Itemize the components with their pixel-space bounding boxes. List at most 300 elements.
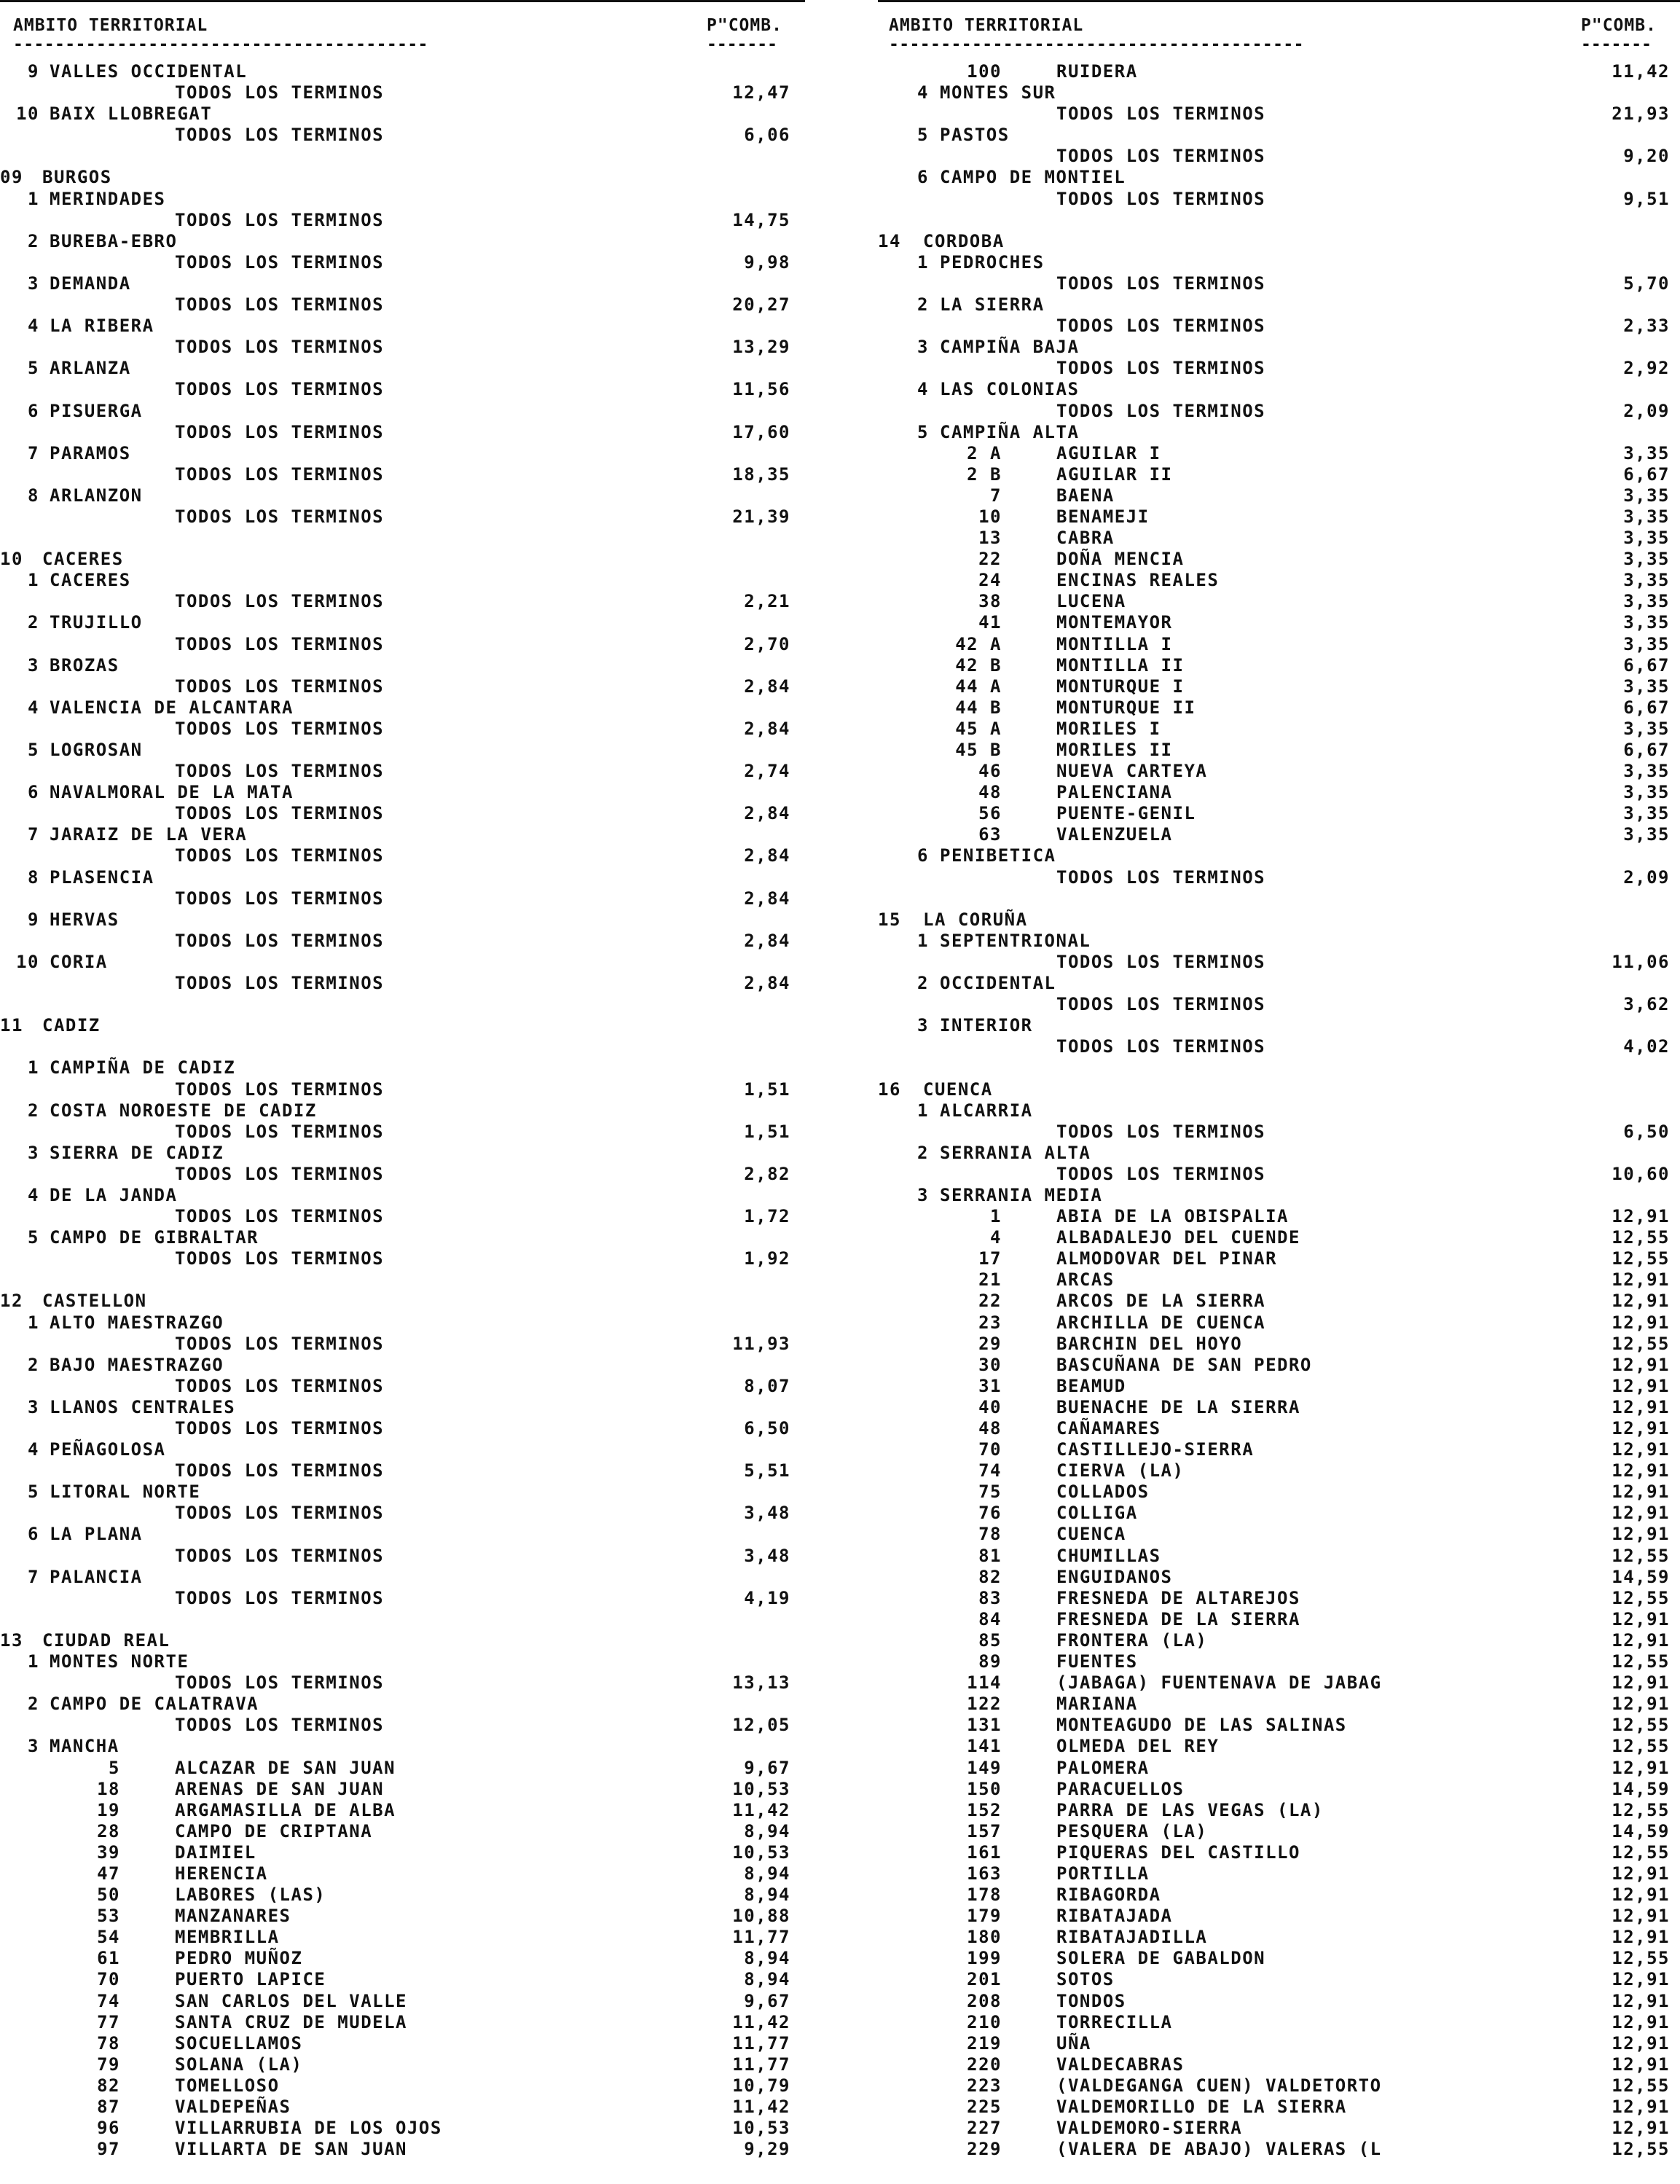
all-terms-row bbox=[0, 1460, 809, 1482]
municipality-row bbox=[871, 1376, 1680, 1397]
pcomb-value: 12,91 bbox=[1612, 1969, 1670, 1990]
municipality-row bbox=[871, 1609, 1680, 1630]
pcomb-value: 6,67 bbox=[1623, 463, 1670, 485]
pcomb-value: 12,55 bbox=[1612, 1545, 1670, 1566]
comarca-code: 3 bbox=[28, 1736, 39, 1757]
all-terms-label: TODOS LOS TERMINOS bbox=[1056, 1163, 1266, 1184]
municipality-row bbox=[871, 1863, 1680, 1884]
pcomb-value: 5,51 bbox=[744, 1460, 790, 1482]
municipality-row bbox=[0, 1842, 809, 1863]
all-terms-row bbox=[0, 1248, 809, 1269]
municipality-row bbox=[871, 1334, 1680, 1355]
municipality-code: 149 bbox=[967, 1757, 1002, 1778]
municipality-row bbox=[871, 697, 1680, 719]
comarca-code: 7 bbox=[28, 442, 39, 463]
all-terms-row bbox=[0, 1715, 809, 1736]
pcomb-value: 12,55 bbox=[1612, 1841, 1670, 1863]
municipality-name: SANTA CRUZ DE MUDELA bbox=[175, 2011, 407, 2032]
comarca-name: PLASENCIA bbox=[50, 866, 154, 888]
municipality-code: 2 B bbox=[967, 463, 1002, 485]
municipality-code: 22 bbox=[978, 1291, 1002, 1312]
comarca-row bbox=[871, 1185, 1680, 1206]
municipality-name: FRONTERA (LA) bbox=[1056, 1629, 1208, 1651]
pcomb-value: 3,48 bbox=[744, 1545, 790, 1566]
municipality-row bbox=[871, 1842, 1680, 1863]
municipality-row bbox=[0, 2139, 809, 2160]
comarca-row bbox=[871, 337, 1680, 358]
pcomb-value: 12,91 bbox=[1612, 1206, 1670, 1227]
pcomb-value: 6,67 bbox=[1623, 654, 1670, 676]
pcomb-value: 9,67 bbox=[744, 1757, 790, 1778]
all-terms-row bbox=[0, 761, 809, 782]
all-terms-label: TODOS LOS TERMINOS bbox=[175, 888, 385, 909]
all-terms-row bbox=[871, 1164, 1680, 1185]
municipality-name: BEAMUD bbox=[1056, 1375, 1126, 1396]
municipality-code: 40 bbox=[978, 1396, 1002, 1417]
municipality-code: 84 bbox=[978, 1608, 1002, 1629]
comarca-code: 4 bbox=[917, 379, 929, 400]
pcomb-value: 12,55 bbox=[1612, 1948, 1670, 1969]
comarca-code: 1 bbox=[28, 1651, 39, 1672]
comarca-row bbox=[0, 655, 809, 676]
pcomb-value: 11,56 bbox=[732, 379, 790, 400]
comarca-row bbox=[0, 103, 809, 125]
municipality-row bbox=[871, 443, 1680, 464]
all-terms-row bbox=[0, 803, 809, 824]
pcomb-value: 12,55 bbox=[1612, 2075, 1670, 2096]
pcomb-value: 14,75 bbox=[732, 209, 790, 230]
all-terms-row bbox=[0, 1672, 809, 1694]
comarca-code: 6 bbox=[917, 845, 929, 866]
spacer-row bbox=[871, 1057, 1680, 1079]
municipality-name: ARENAS DE SAN JUAN bbox=[175, 1778, 385, 1799]
comarca-code: 9 bbox=[28, 61, 39, 82]
municipality-row bbox=[871, 2097, 1680, 2118]
comarca-code: 2 bbox=[917, 973, 929, 994]
all-terms-label: TODOS LOS TERMINOS bbox=[175, 973, 385, 994]
all-terms-label: TODOS LOS TERMINOS bbox=[175, 1333, 385, 1354]
pcomb-value: 2,84 bbox=[744, 845, 790, 866]
all-terms-row bbox=[0, 337, 809, 358]
municipality-name: PESQUERA (LA) bbox=[1056, 1820, 1208, 1841]
municipality-code: 45 B bbox=[955, 740, 1002, 760]
all-terms-label: TODOS LOS TERMINOS bbox=[175, 294, 385, 316]
municipality-code: 141 bbox=[967, 1736, 1002, 1757]
municipality-code: 150 bbox=[967, 1778, 1002, 1799]
all-terms-row bbox=[0, 931, 809, 952]
pcomb-value: 3,35 bbox=[1623, 782, 1670, 803]
municipality-row bbox=[871, 1991, 1680, 2012]
municipality-name: ALCAZAR DE SAN JUAN bbox=[175, 1757, 396, 1778]
province-row bbox=[0, 167, 809, 188]
comarca-code: 1 bbox=[917, 251, 929, 273]
municipality-row bbox=[871, 740, 1680, 761]
comarca-name: TRUJILLO bbox=[50, 612, 143, 633]
all-terms-label: TODOS LOS TERMINOS bbox=[175, 463, 385, 485]
pcomb-value: 12,55 bbox=[1612, 1333, 1670, 1354]
pcomb-value: 3,35 bbox=[1623, 824, 1670, 845]
province-row bbox=[871, 1079, 1680, 1100]
municipality-code: 74 bbox=[97, 1990, 120, 2011]
comarca-name: LAS COLONIAS bbox=[940, 379, 1080, 400]
comarca-code: 2 bbox=[28, 1694, 39, 1715]
municipality-name: FRESNEDA DE ALTAREJOS bbox=[1056, 1587, 1300, 1608]
pcomb-value: 9,67 bbox=[744, 1990, 790, 2011]
municipality-code: 44 A bbox=[955, 676, 1002, 697]
top-rule bbox=[878, 0, 1680, 2]
municipality-code: 152 bbox=[967, 1799, 1002, 1820]
all-terms-label: TODOS LOS TERMINOS bbox=[175, 1079, 385, 1100]
comarca-name: CAMPO DE GIBRALTAR bbox=[50, 1227, 259, 1248]
all-terms-label: TODOS LOS TERMINOS bbox=[175, 1503, 385, 1524]
pcomb-value: 11,77 bbox=[732, 2032, 790, 2054]
pcomb-value: 14,59 bbox=[1612, 1778, 1670, 1799]
municipality-code: 50 bbox=[97, 1884, 120, 1906]
municipality-name: CUENCA bbox=[1056, 1524, 1126, 1545]
comarca-row bbox=[871, 379, 1680, 400]
municipality-code: 210 bbox=[967, 2011, 1002, 2032]
municipality-code: 53 bbox=[97, 1906, 120, 1927]
pcomb-value: 2,33 bbox=[1623, 316, 1670, 337]
comarca-code: 2 bbox=[917, 1142, 929, 1163]
pcomb-value: 11,77 bbox=[732, 1927, 790, 1948]
municipality-name: MONTILLA II bbox=[1056, 654, 1185, 676]
province-code: 14 bbox=[878, 230, 901, 251]
municipality-name: DOÑA MENCIA bbox=[1056, 549, 1185, 570]
comarca-name: VALENCIA DE ALCANTARA bbox=[50, 697, 294, 718]
comarca-row bbox=[0, 1397, 809, 1418]
comarca-name: LLANOS CENTRALES bbox=[50, 1396, 236, 1417]
municipality-row bbox=[871, 1779, 1680, 1800]
comarca-name: CAMPO DE CALATRAVA bbox=[50, 1694, 259, 1715]
spacer-row bbox=[0, 994, 809, 1015]
municipality-row bbox=[871, 1567, 1680, 1588]
municipality-name: MONTURQUE II bbox=[1056, 697, 1196, 718]
municipality-code: 201 bbox=[967, 1969, 1002, 1990]
municipality-name: LABORES (LAS) bbox=[175, 1884, 326, 1906]
municipality-name: CAÑAMARES bbox=[1056, 1418, 1161, 1439]
municipality-code: 1 bbox=[990, 1206, 1002, 1227]
municipality-row bbox=[871, 1948, 1680, 1969]
comarca-name: CAMPIÑA DE CADIZ bbox=[50, 1057, 236, 1079]
municipality-code: 10 bbox=[978, 506, 1002, 527]
pcomb-value: 8,94 bbox=[744, 1820, 790, 1841]
pcomb-value: 12,55 bbox=[1612, 1715, 1670, 1736]
province-row bbox=[871, 231, 1680, 252]
comarca-code: 4 bbox=[28, 316, 39, 337]
municipality-row bbox=[871, 1715, 1680, 1736]
comarca-code: 5 bbox=[28, 1482, 39, 1503]
comarca-code: 2 bbox=[917, 294, 929, 316]
municipality-name: MONTEAGUDO DE LAS SALINAS bbox=[1056, 1715, 1347, 1736]
comarca-row bbox=[0, 782, 809, 803]
all-terms-label: TODOS LOS TERMINOS bbox=[175, 1163, 385, 1184]
header-pcomb: P"COMB. bbox=[1581, 16, 1657, 35]
comarca-code: 8 bbox=[28, 485, 39, 506]
municipality-row bbox=[871, 1969, 1680, 1990]
municipality-code: 21 bbox=[978, 1269, 1002, 1291]
comarca-row bbox=[871, 422, 1680, 443]
municipality-code: 41 bbox=[978, 612, 1002, 633]
pcomb-value: 12,91 bbox=[1612, 1312, 1670, 1333]
municipality-code: 81 bbox=[978, 1545, 1002, 1566]
pcomb-value: 12,91 bbox=[1612, 2118, 1670, 2139]
municipality-row bbox=[871, 1248, 1680, 1269]
municipality-name: ARCAS bbox=[1056, 1269, 1115, 1291]
all-terms-label: TODOS LOS TERMINOS bbox=[175, 803, 385, 824]
municipality-code: 29 bbox=[978, 1333, 1002, 1354]
municipality-code: 208 bbox=[967, 1990, 1002, 2011]
municipality-code: 100 bbox=[967, 61, 1002, 82]
municipality-name: RUIDERA bbox=[1056, 61, 1138, 82]
province-name: CASTELLON bbox=[42, 1291, 147, 1312]
all-terms-row bbox=[871, 994, 1680, 1015]
all-terms-row bbox=[0, 591, 809, 612]
all-terms-row bbox=[0, 210, 809, 231]
pcomb-value: 3,35 bbox=[1623, 718, 1670, 739]
pcomb-value: 18,35 bbox=[732, 463, 790, 485]
pcomb-value: 13,13 bbox=[732, 1672, 790, 1694]
municipality-name: ARGAMASILLA DE ALBA bbox=[175, 1799, 396, 1820]
municipality-name: TORRECILLA bbox=[1056, 2011, 1173, 2032]
all-terms-label: TODOS LOS TERMINOS bbox=[175, 930, 385, 951]
all-terms-row bbox=[871, 316, 1680, 337]
comarca-code: 4 bbox=[28, 697, 39, 718]
municipality-row bbox=[0, 1779, 809, 1800]
comarca-row bbox=[0, 61, 809, 82]
municipality-code: 42 A bbox=[955, 633, 1002, 654]
comarca-name: PENIBETICA bbox=[940, 845, 1056, 866]
municipality-row bbox=[0, 2097, 809, 2118]
province-code: 10 bbox=[0, 549, 23, 570]
comarca-row bbox=[0, 1143, 809, 1164]
comarca-code: 1 bbox=[28, 188, 39, 209]
pcomb-value: 20,27 bbox=[732, 294, 790, 316]
municipality-row bbox=[871, 1927, 1680, 1948]
municipality-row bbox=[871, 1758, 1680, 1779]
municipality-name: RIBATAJADA bbox=[1056, 1906, 1173, 1927]
comarca-row bbox=[0, 485, 809, 506]
municipality-row bbox=[871, 612, 1680, 633]
municipality-code: 178 bbox=[967, 1884, 1002, 1906]
municipality-name: BARCHIN DEL HOYO bbox=[1056, 1333, 1243, 1354]
comarca-code: 3 bbox=[917, 337, 929, 358]
header-dash-ambito: ---------------------------------------- bbox=[889, 35, 1304, 54]
municipality-code: 18 bbox=[97, 1778, 120, 1799]
pcomb-value: 8,94 bbox=[744, 1863, 790, 1884]
municipality-code: 44 B bbox=[955, 697, 1002, 718]
pcomb-value: 4,19 bbox=[744, 1587, 790, 1608]
comarca-code: 10 bbox=[16, 103, 39, 125]
comarca-code: 5 bbox=[28, 358, 39, 379]
pcomb-value: 6,50 bbox=[744, 1418, 790, 1439]
municipality-row bbox=[871, 2118, 1680, 2139]
comarca-code: 3 bbox=[28, 1396, 39, 1417]
municipality-name: ALMODOVAR DEL PINAR bbox=[1056, 1248, 1278, 1269]
municipality-name: CASTILLEJO-SIERRA bbox=[1056, 1439, 1255, 1460]
municipality-code: 79 bbox=[97, 2054, 120, 2075]
pcomb-value: 12,55 bbox=[1612, 1799, 1670, 1820]
municipality-name: BENAMEJI bbox=[1056, 506, 1150, 527]
municipality-name: ABIA DE LA OBISPALIA bbox=[1056, 1206, 1289, 1227]
all-terms-label: TODOS LOS TERMINOS bbox=[1056, 994, 1266, 1015]
pcomb-value: 6,06 bbox=[744, 125, 790, 146]
comarca-name: BROZAS bbox=[50, 654, 119, 676]
pcomb-value: 12,91 bbox=[1612, 1906, 1670, 1927]
pcomb-value: 8,07 bbox=[744, 1375, 790, 1396]
spacer-row bbox=[871, 210, 1680, 231]
municipality-row bbox=[871, 2054, 1680, 2075]
comarca-name: LITORAL NORTE bbox=[50, 1482, 201, 1503]
comarca-name: ARLANZON bbox=[50, 485, 143, 506]
municipality-row bbox=[0, 1906, 809, 1927]
municipality-code: 83 bbox=[978, 1587, 1002, 1608]
comarca-name: BAJO MAESTRAZGO bbox=[50, 1354, 224, 1375]
all-terms-label: TODOS LOS TERMINOS bbox=[175, 1460, 385, 1482]
comarca-row bbox=[871, 252, 1680, 273]
municipality-name: ARCHILLA DE CUENCA bbox=[1056, 1312, 1266, 1333]
pcomb-value: 17,60 bbox=[732, 421, 790, 442]
municipality-row bbox=[0, 1884, 809, 1906]
all-terms-label: TODOS LOS TERMINOS bbox=[1056, 1121, 1266, 1142]
comarca-row bbox=[0, 358, 809, 379]
comarca-name: PASTOS bbox=[940, 125, 1010, 146]
municipality-code: 61 bbox=[97, 1948, 120, 1969]
municipality-row bbox=[871, 1482, 1680, 1503]
municipality-code: 63 bbox=[978, 824, 1002, 845]
comarca-name: LA PLANA bbox=[50, 1524, 143, 1545]
municipality-name: (VALERA DE ABAJO) VALERAS (L bbox=[1056, 2139, 1382, 2160]
comarca-code: 1 bbox=[28, 570, 39, 591]
municipality-code: 220 bbox=[967, 2054, 1002, 2075]
pcomb-value: 12,91 bbox=[1612, 1503, 1670, 1524]
municipality-name: PORTILLA bbox=[1056, 1863, 1150, 1884]
pcomb-value: 12,05 bbox=[732, 1715, 790, 1736]
comarca-code: 5 bbox=[28, 1227, 39, 1248]
all-terms-label: TODOS LOS TERMINOS bbox=[175, 591, 385, 612]
pcomb-value: 11,42 bbox=[732, 2011, 790, 2032]
pcomb-value: 6,67 bbox=[1623, 697, 1670, 718]
municipality-name: BUENACHE DE LA SIERRA bbox=[1056, 1396, 1300, 1417]
municipality-row bbox=[0, 2012, 809, 2033]
municipality-name: CAMPO DE CRIPTANA bbox=[175, 1820, 373, 1841]
pcomb-value: 13,29 bbox=[732, 337, 790, 358]
comarca-name: LOGROSAN bbox=[50, 740, 143, 760]
all-terms-row bbox=[0, 252, 809, 273]
pcomb-value: 3,35 bbox=[1623, 591, 1670, 612]
pcomb-value: 14,59 bbox=[1612, 1566, 1670, 1587]
pcomb-value: 2,09 bbox=[1623, 866, 1670, 888]
comarca-row bbox=[0, 909, 809, 931]
all-terms-label: TODOS LOS TERMINOS bbox=[175, 125, 385, 146]
municipality-row bbox=[871, 1694, 1680, 1715]
all-terms-row bbox=[0, 422, 809, 443]
municipality-code: 78 bbox=[978, 1524, 1002, 1545]
pcomb-value: 12,91 bbox=[1612, 1524, 1670, 1545]
municipality-row bbox=[871, 1439, 1680, 1460]
comarca-row bbox=[871, 167, 1680, 188]
municipality-code: 17 bbox=[978, 1248, 1002, 1269]
municipality-row bbox=[0, 1991, 809, 2012]
pcomb-value: 21,39 bbox=[732, 506, 790, 527]
comarca-row bbox=[0, 1736, 809, 1757]
municipality-code: 4 bbox=[990, 1227, 1002, 1248]
pcomb-value: 2,92 bbox=[1623, 358, 1670, 379]
province-row bbox=[0, 1630, 809, 1651]
comarca-code: 2 bbox=[28, 612, 39, 633]
municipality-code: 56 bbox=[978, 803, 1002, 824]
all-terms-label: TODOS LOS TERMINOS bbox=[1056, 188, 1266, 209]
municipality-name: BASCUÑANA DE SAN PEDRO bbox=[1056, 1354, 1312, 1375]
municipality-code: 28 bbox=[97, 1820, 120, 1841]
municipality-row bbox=[871, 464, 1680, 485]
all-terms-label: TODOS LOS TERMINOS bbox=[175, 1121, 385, 1142]
municipality-code: 24 bbox=[978, 570, 1002, 591]
pcomb-value: 11,77 bbox=[732, 2054, 790, 2075]
municipality-row bbox=[871, 2012, 1680, 2033]
comarca-row bbox=[0, 1567, 809, 1588]
all-terms-label: TODOS LOS TERMINOS bbox=[175, 82, 385, 103]
comarca-row bbox=[0, 316, 809, 337]
province-name: BURGOS bbox=[42, 167, 112, 188]
pcomb-value: 12,91 bbox=[1612, 1927, 1670, 1948]
municipality-name: PUERTO LAPICE bbox=[175, 1969, 326, 1990]
municipality-row bbox=[871, 1821, 1680, 1842]
municipality-name: SOTOS bbox=[1056, 1969, 1115, 1990]
comarca-row bbox=[0, 401, 809, 422]
comarca-name: ALTO MAESTRAZGO bbox=[50, 1312, 224, 1333]
municipality-name: VALENZUELA bbox=[1056, 824, 1173, 845]
all-terms-row bbox=[871, 952, 1680, 973]
all-terms-label: TODOS LOS TERMINOS bbox=[175, 1672, 385, 1694]
municipality-name: HERENCIA bbox=[175, 1863, 268, 1884]
table-rows bbox=[871, 61, 1680, 2160]
comarca-name: LA RIBERA bbox=[50, 316, 154, 337]
table-rows bbox=[0, 61, 809, 2160]
comarca-name: PARAMOS bbox=[50, 442, 131, 463]
municipality-row bbox=[0, 2075, 809, 2097]
pcomb-value: 3,35 bbox=[1623, 633, 1670, 654]
comarca-code: 1 bbox=[28, 1057, 39, 1079]
municipality-name: SOCUELLAMOS bbox=[175, 2032, 303, 2054]
municipality-code: 77 bbox=[97, 2011, 120, 2032]
spacer-row bbox=[871, 888, 1680, 909]
pcomb-value: 3,48 bbox=[744, 1503, 790, 1524]
pcomb-value: 12,91 bbox=[1612, 1990, 1670, 2011]
pcomb-value: 12,91 bbox=[1612, 1672, 1670, 1694]
pcomb-value: 2,82 bbox=[744, 1163, 790, 1184]
comarca-name: MONTES SUR bbox=[940, 82, 1056, 103]
comarca-row bbox=[0, 1312, 809, 1334]
municipality-name: COLLADOS bbox=[1056, 1482, 1150, 1503]
all-terms-label: TODOS LOS TERMINOS bbox=[175, 1587, 385, 1608]
municipality-code: 74 bbox=[978, 1460, 1002, 1482]
header-dash-ambito: ---------------------------------------- bbox=[13, 35, 428, 54]
municipality-code: 46 bbox=[978, 761, 1002, 782]
municipality-name: VILLARRUBIA DE LOS OJOS bbox=[175, 2118, 442, 2139]
municipality-code: 219 bbox=[967, 2032, 1002, 2054]
all-terms-row bbox=[871, 401, 1680, 422]
pcomb-value: 1,92 bbox=[744, 1248, 790, 1269]
comarca-row bbox=[0, 824, 809, 845]
comarca-name: BAIX LLOBREGAT bbox=[50, 103, 213, 125]
province-name: CORDOBA bbox=[923, 230, 1005, 251]
municipality-name: RIBATAJADILLA bbox=[1056, 1927, 1208, 1948]
comarca-name: PEÑAGOLOSA bbox=[50, 1439, 166, 1460]
comarca-name: COSTA NOROESTE DE CADIZ bbox=[50, 1100, 317, 1121]
municipality-row bbox=[871, 655, 1680, 676]
municipality-row bbox=[871, 824, 1680, 845]
